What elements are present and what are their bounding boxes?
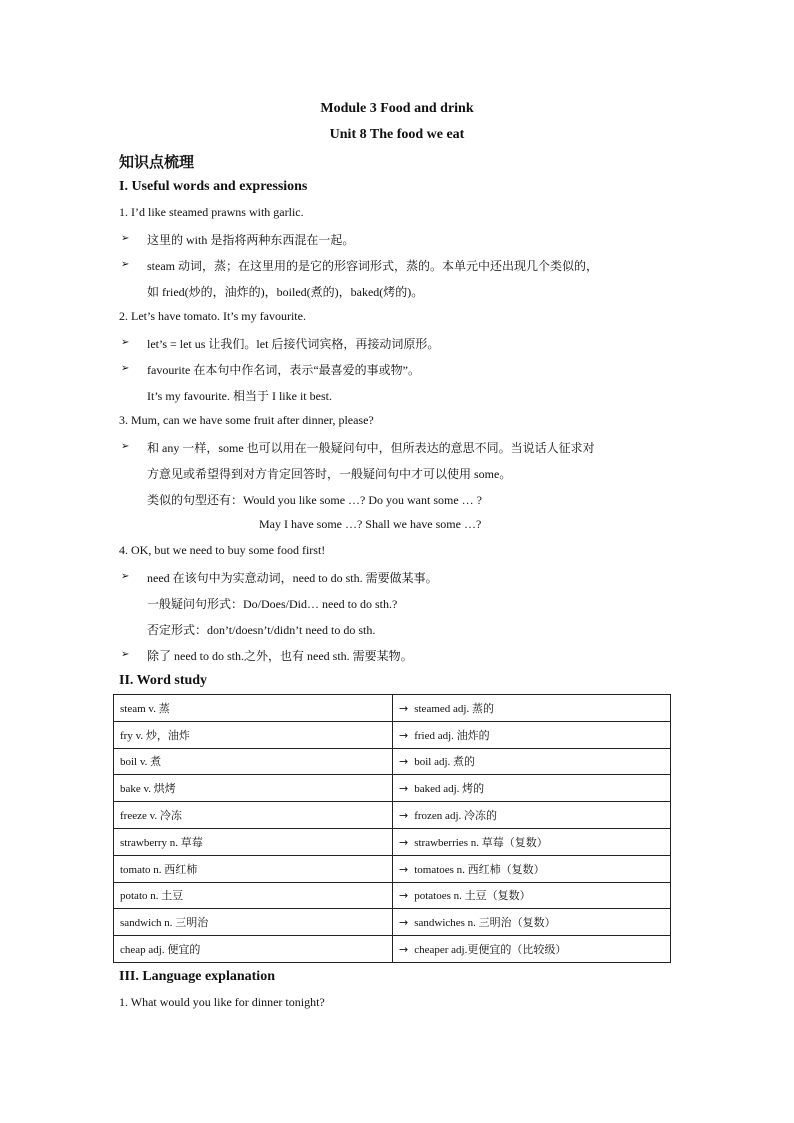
table-row: [114, 721, 671, 748]
note-line: 和 any 一样，some 也可以用在一般疑问句中，但所表达的意思不同。当说话人征求对: [147, 441, 595, 455]
arrow-icon: →: [399, 809, 409, 823]
base-form-cell: boil v. 煮: [114, 748, 393, 775]
section-3-heading: III. Language explanation: [119, 969, 275, 984]
note-line: 否定形式：don’t/doesn’t/didn’t need to do sth.: [147, 623, 376, 637]
module-title: Module 3 Food and drink: [320, 101, 474, 116]
item-1-sentence: 1. I’d like steamed prawns with garlic.: [119, 205, 304, 219]
note-line: need 在该句中为实意动词，need to do sth. 需要做某事。: [147, 571, 438, 585]
note-line: 类似的句型还有：Would you like some …? Do you want some … ?: [147, 493, 482, 507]
table-row: [114, 695, 671, 722]
base-form-cell: tomato n. 西红柿: [114, 855, 393, 882]
note-line: 这里的 with 是指将两种东西混在一起。: [147, 233, 355, 247]
table-row: [114, 909, 671, 936]
note-line: 方意见或希望得到对方肯定回答时，一般疑问句中才可以使用 some。: [147, 467, 512, 481]
arrow-icon: →: [399, 889, 409, 903]
bullet-icon: ➢: [121, 441, 130, 452]
knowledge-summary-heading: 知识点梳理: [119, 153, 195, 171]
note-line: 除了 need to do sth.之外，也有 need sth. 需要某物。: [147, 649, 413, 663]
note-line: 如 fried(炒的，油炸的)，boiled(煮的)，baked(烤的)。: [147, 285, 424, 299]
table-row: [114, 828, 671, 855]
derived-form-cell: → sandwiches n. 三明治（复数）: [393, 909, 671, 936]
table-row: [114, 748, 671, 775]
note-line: steam 动词，蒸；在这里用的是它的形容词形式，蒸的。本单元中还出现几个类似的，: [147, 259, 598, 273]
table-row: [114, 775, 671, 802]
note-line: let’s = let us 让我们。let 后接代词宾格，再接动词原形。: [147, 337, 440, 351]
unit-title: Unit 8 The food we eat: [329, 127, 465, 142]
note-line: favourite 在本句中作名词，表示“最喜爱的事或物”。: [147, 363, 420, 377]
arrow-icon: →: [399, 782, 409, 796]
base-form-cell: cheap adj. 便宜的: [114, 936, 393, 963]
arrow-icon: →: [399, 943, 409, 957]
table-row: [114, 882, 671, 909]
arrow-icon: →: [399, 728, 409, 742]
derived-form-cell: → fried adj. 油炸的: [393, 721, 671, 748]
derived-form-cell: → strawberries n. 草莓（复数）: [393, 828, 671, 855]
arrow-icon: →: [399, 916, 409, 930]
item-3-sentence: 3. Mum, can we have some fruit after dinner, please?: [119, 413, 374, 427]
bullet-icon: ➢: [121, 363, 130, 374]
base-form-cell: strawberry n. 草莓: [114, 828, 393, 855]
bullet-icon: ➢: [121, 233, 130, 244]
item-4-sentence: 4. OK, but we need to buy some food first!: [119, 543, 326, 557]
explanation-sentence: 1. What would you like for dinner tonight?: [119, 995, 325, 1009]
base-form-cell: fry v. 炒，油炸: [114, 721, 393, 748]
base-form-cell: potato n. 土豆: [114, 882, 393, 909]
bullet-icon: ➢: [121, 649, 130, 660]
derived-form-cell: → boil adj. 煮的: [393, 748, 671, 775]
derived-form-cell: → steamed adj. 蒸的: [393, 695, 671, 722]
section-2-heading: II. Word study: [119, 673, 208, 688]
note-line: It’s my favourite. 相当于 I like it best.: [147, 389, 332, 403]
base-form-cell: sandwich n. 三明治: [114, 909, 393, 936]
word-study-table: [113, 694, 671, 963]
table-row: [114, 936, 671, 963]
derived-form-cell: → frozen adj. 冷冻的: [393, 802, 671, 829]
note-line: 一般疑问句形式：Do/Does/Did… need to do sth.?: [147, 597, 398, 611]
derived-form-cell: → baked adj. 烤的: [393, 775, 671, 802]
derived-form-cell: → cheaper adj.更便宜的（比较级）: [393, 936, 671, 963]
bullet-icon: ➢: [121, 259, 130, 270]
bullet-icon: ➢: [121, 571, 130, 582]
table-row: [114, 855, 671, 882]
derived-form-cell: → tomatoes n. 西红柿（复数）: [393, 855, 671, 882]
table-row: [114, 802, 671, 829]
arrow-icon: →: [399, 755, 409, 769]
arrow-icon: →: [399, 862, 409, 876]
section-1-heading: I. Useful words and expressions: [119, 179, 308, 194]
item-2-sentence: 2. Let’s have tomato. It’s my favourite.: [119, 309, 306, 323]
arrow-icon: →: [399, 701, 409, 715]
base-form-cell: freeze v. 冷冻: [114, 802, 393, 829]
base-form-cell: steam v. 蒸: [114, 695, 393, 722]
note-line: May I have some …? Shall we have some …?: [259, 517, 482, 531]
arrow-icon: →: [399, 835, 409, 849]
base-form-cell: bake v. 烘烤: [114, 775, 393, 802]
derived-form-cell: → potatoes n. 土豆（复数）: [393, 882, 671, 909]
bullet-icon: ➢: [121, 337, 130, 348]
